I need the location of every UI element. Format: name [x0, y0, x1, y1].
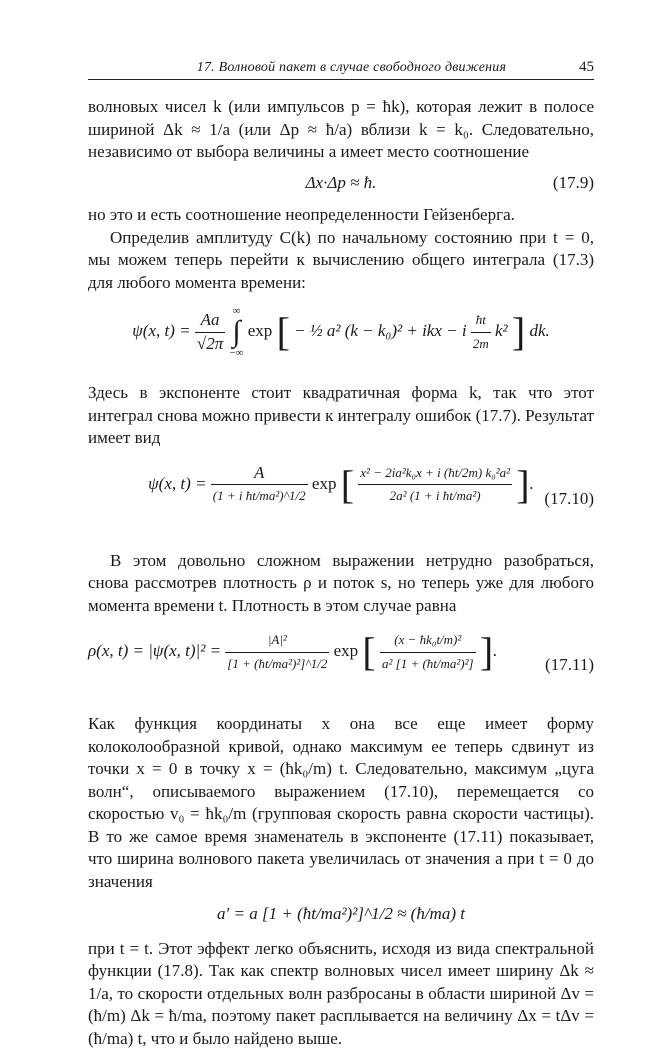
psi-integral-exponent-a: − ½ a² (k − k₀)² + ikx − i — [294, 321, 466, 340]
eq-17-11-number: (17.11) — [545, 654, 594, 677]
eq-17-10-inner-den: 2a² (1 + i ħt/ma²) — [358, 485, 512, 508]
eq-17-11-bracket-open: [ — [362, 629, 375, 674]
paragraph-7: при t = t. Этот эффект легко объяснить, исходя из вида спектральной функции (17.8). Так как спектр волновых чисел имеет ширину Δk ≈ 1/a, то скорости отдельных волн разбросаны в области шириной Δv = (ħ/m) Δk = ħ/ma, поэтому пакет расплывается на величину Δx = tΔv = (ħ/ma) t, что и было найдено выше. — [88, 938, 594, 1050]
paragraph-6: Как функция координаты x она все еще имеет форму колоколообразной кривой, однако максимум ее теперь сдвинут из точки x = 0 в точку x = (ħk₀/m) t. Следовательно, максимум „цуга волн“, описываемого выражением (17.10), перемещается со скоростью v₀ = ħk₀/m (групповая скорость равна скорости частицы). В то же самое время знаменатель в экспоненте (17.11) показывает, что ширина волнового пакета увеличилась от значения a при t = 0 до значения — [88, 713, 594, 893]
bracket-open: [ — [277, 309, 290, 354]
paragraph-4: Здесь в экспоненте стоит квадратичная форма k, так что этот интеграл снова можно привести к интегралу ошибок (17.7). Результат имеет вид — [88, 382, 594, 450]
eq-17-10-inner-fraction — [358, 462, 512, 508]
bracket-close: ] — [512, 309, 525, 354]
page-body — [88, 96, 594, 1050]
psi-integral-exp: exp — [248, 321, 273, 340]
section-title: 17. Волновой пакет в случае свободного движения — [88, 60, 579, 76]
paragraph-1: волновых чисел k (или импульсов p = ħk), которая лежит в полосе шириной Δk ≈ 1/a (или Δp ≈ ħ/a) вблизи k = k₀. Следовательно, независимо от выбора величины a имеет место соотношение — [88, 96, 594, 164]
integral-symbol: ∫ — [229, 318, 243, 346]
eq-17-10-exp: exp — [312, 473, 337, 492]
eq-17-10-A: A — [211, 462, 308, 486]
eq-17-10-bracket-close: ] — [516, 462, 529, 507]
equation-a-prime — [88, 903, 594, 926]
integral-sign — [229, 304, 243, 360]
eq-17-10-prefactor — [211, 462, 308, 508]
eq-17-11-inner-num: (x − ħk₀t/m)² — [380, 629, 476, 653]
integral-lower-limit: −∞ — [229, 346, 243, 360]
eq-17-11-inner-den: a² [1 + (ħt/ma²)²] — [380, 653, 476, 676]
eq-17-11-exp: exp — [334, 641, 359, 660]
psi-integral-time-fraction — [471, 309, 491, 355]
psi-integral-coef-num: Aa — [195, 309, 225, 333]
eq-17-11-lhs: ρ(x, t) = |ψ(x, t)|² = — [88, 641, 221, 660]
psi-integral-exponent-b: k² — [495, 321, 508, 340]
equation-psi-integral — [88, 304, 594, 370]
eq-17-11-inner-fraction — [380, 629, 476, 675]
psi-integral-lhs: ψ(x, t) = — [132, 321, 190, 340]
eq-17-10-number: (17.10) — [544, 487, 594, 510]
page-number: 45 — [579, 59, 594, 76]
psi-integral-tail: dk. — [529, 321, 549, 340]
paragraph-5: В этом довольно сложном выражении нетрудно разобраться, снова рассмотрев плотность ρ и поток s, но теперь уже для любого момента времени t. Плотность в этом случае равна — [88, 550, 594, 618]
integral-upper-limit: ∞ — [229, 304, 243, 318]
equation-17-9-expr: Δx·Δp ≈ ħ. — [306, 173, 377, 192]
equation-17-11: ρ(x, t) = |ψ(x, t)|² = $\frac{\text{|A|²}}{\text{[1 + (ħt/ma²)²]\textasciicircum{}1/2}}$ exp [ $\frac{\text{(x − ħk₀t/m)²}}{\text{a² [1 + (ħt/ma²)²]}}$ ]. (17.11) — [88, 629, 594, 701]
paragraph-3: Определив амплитуду C(k) по начальному состоянию при t = 0, мы можем теперь перейти к вычислению общего интеграла (17.3) для любого момента времени: — [88, 227, 594, 295]
equation-17-9-number: (17.9) — [553, 172, 594, 195]
equation-17-9 — [88, 172, 594, 195]
time-fraction-num: ħt — [471, 309, 491, 333]
eq-17-11-num: |A|² — [225, 629, 329, 653]
paragraph-2: но это и есть соотношение неопределенности Гейзенберга. — [88, 204, 594, 227]
eq-17-10-bracket-open: [ — [341, 462, 354, 507]
a-prime-expr: a′ = a [1 + (ħt/ma²)²]^1/2 ≈ (ħ/ma) t — [217, 904, 465, 923]
time-fraction-den: 2m — [471, 333, 491, 356]
psi-integral-coefficient — [195, 309, 225, 355]
eq-17-11-prefactor — [225, 629, 329, 675]
running-header — [88, 56, 594, 80]
eq-17-10-prefactor-den: (1 + i ħt/ma²)^1/2 — [211, 485, 308, 508]
eq-17-11-den: [1 + (ħt/ma²)²]^1/2 — [225, 653, 329, 676]
psi-integral-coef-den: √2π — [195, 333, 225, 356]
eq-17-10-lhs: ψ(x, t) = — [148, 473, 206, 492]
eq-17-10-inner-num: x² − 2ia²k₀x + i (ħt/2m) k₀²a² — [358, 462, 512, 486]
equation-17-10: ψ(x, t) = $\frac{A}{\text{(1 + i ħt/ma²)\textasciicircum{}1/2}}$ exp [ $\frac{\text{x² − 2ia²k₀x + i (ħt/2m) k₀²a²}}{\text{2a² (1 + i ħt/ma²)}}$ ]. (17.10) — [88, 462, 594, 536]
eq-17-11-bracket-close: ] — [480, 629, 493, 674]
